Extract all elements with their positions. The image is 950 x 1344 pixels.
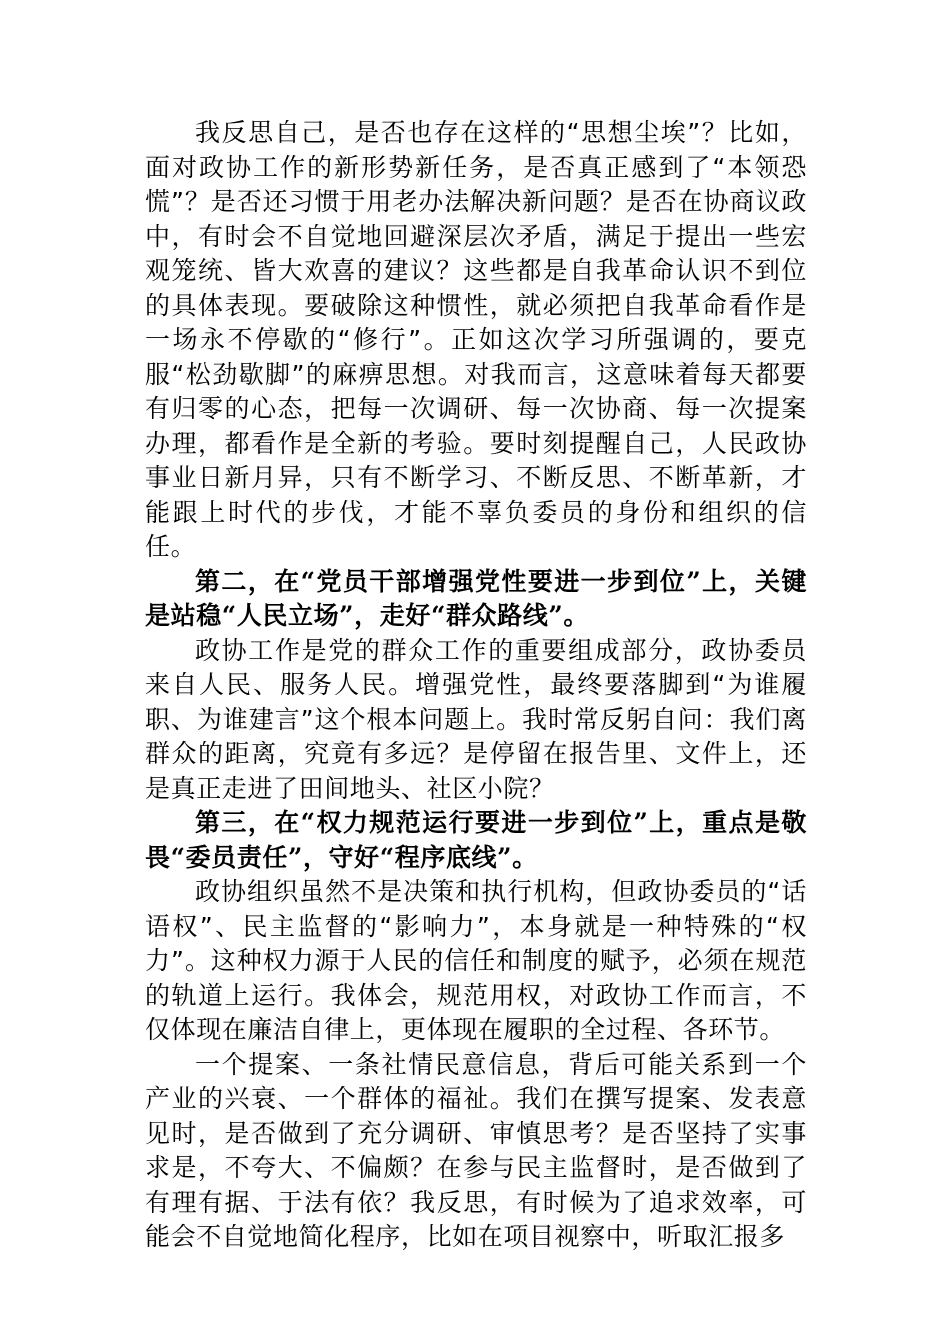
paragraph-self-reflection: 我反思自己，是否也存在这样的“思想尘埃”？比如，面对政协工作的新形势新任务，是否真正感到了“本领恐慌”？是否还习惯于用老办法解决新问题？是否在协商议政中，有时会不自觉地回避深层次矛盾，满足于提出一些宏观笼统、皆大欢喜的建议？这些都是自我革命认识不到位的具体表现。要破除这种惯性，就必须把自我革命看作是一场永不停歇的“修行”。正如这次学习所强调的，要克服“松劲歇脚”的麻痹思想。对我而言，这意味着每天都要有归零的心态，把每一次调研、每一次协商、每一次提案办理，都看作是全新的考验。要时刻提醒自己，人民政协事业日新月异，只有不断学习、不断反思、不断革新，才能跟上时代的步伐，才能不辜负委员的身份和组织的信任。 bbox=[145, 118, 807, 561]
document-body bbox=[145, 116, 807, 1255]
paragraph-mass-work: 政协工作是党的群众工作的重要组成部分，政协委员来自人民、服务人民。增强党性，最终要落脚到“为谁履职、为谁建言”这个根本问题上。我时常反躬自问：我们离群众的距离，究竟有多远？是停留在报告里、文件上，还是真正走进了田间地头、社区小院？ bbox=[145, 635, 807, 803]
section-heading-second: 第二，在“党员干部增强党性要进一步到位”上，关键是站稳“人民立场”，走好“群众路线”。 bbox=[145, 566, 807, 630]
paragraph-proposal-review: 一个提案、一条社情民意信息，背后可能关系到一个产业的兴衰、一个群体的福祉。我们在撰写提案、发表意见时，是否做到了充分调研、审慎思考？是否坚持了实事求是，不夸大、不偏颇？在参与民主监督时，是否做到了有理有据、于法有依？我反思，有时候为了追求效率，可能会不自觉地简化程序，比如在项目视察中，听取汇报多 bbox=[145, 1049, 807, 1251]
paragraph-power-norms: 政协组织虽然不是决策和执行机构，但政协委员的“话语权”、民主监督的“影响力”，本身就是一种特殊的“权力”。这种权力源于人民的信任和制度的赋予，必须在规范的轨道上运行。我体会，规范用权，对政协工作而言，不仅体现在廉洁自律上，更体现在履职的全过程、各环节。 bbox=[145, 877, 807, 1044]
section-heading-third: 第三，在“权力规范运行要进一步到位”上，重点是敬畏“委员责任”，守好“程序底线”。 bbox=[145, 808, 807, 872]
